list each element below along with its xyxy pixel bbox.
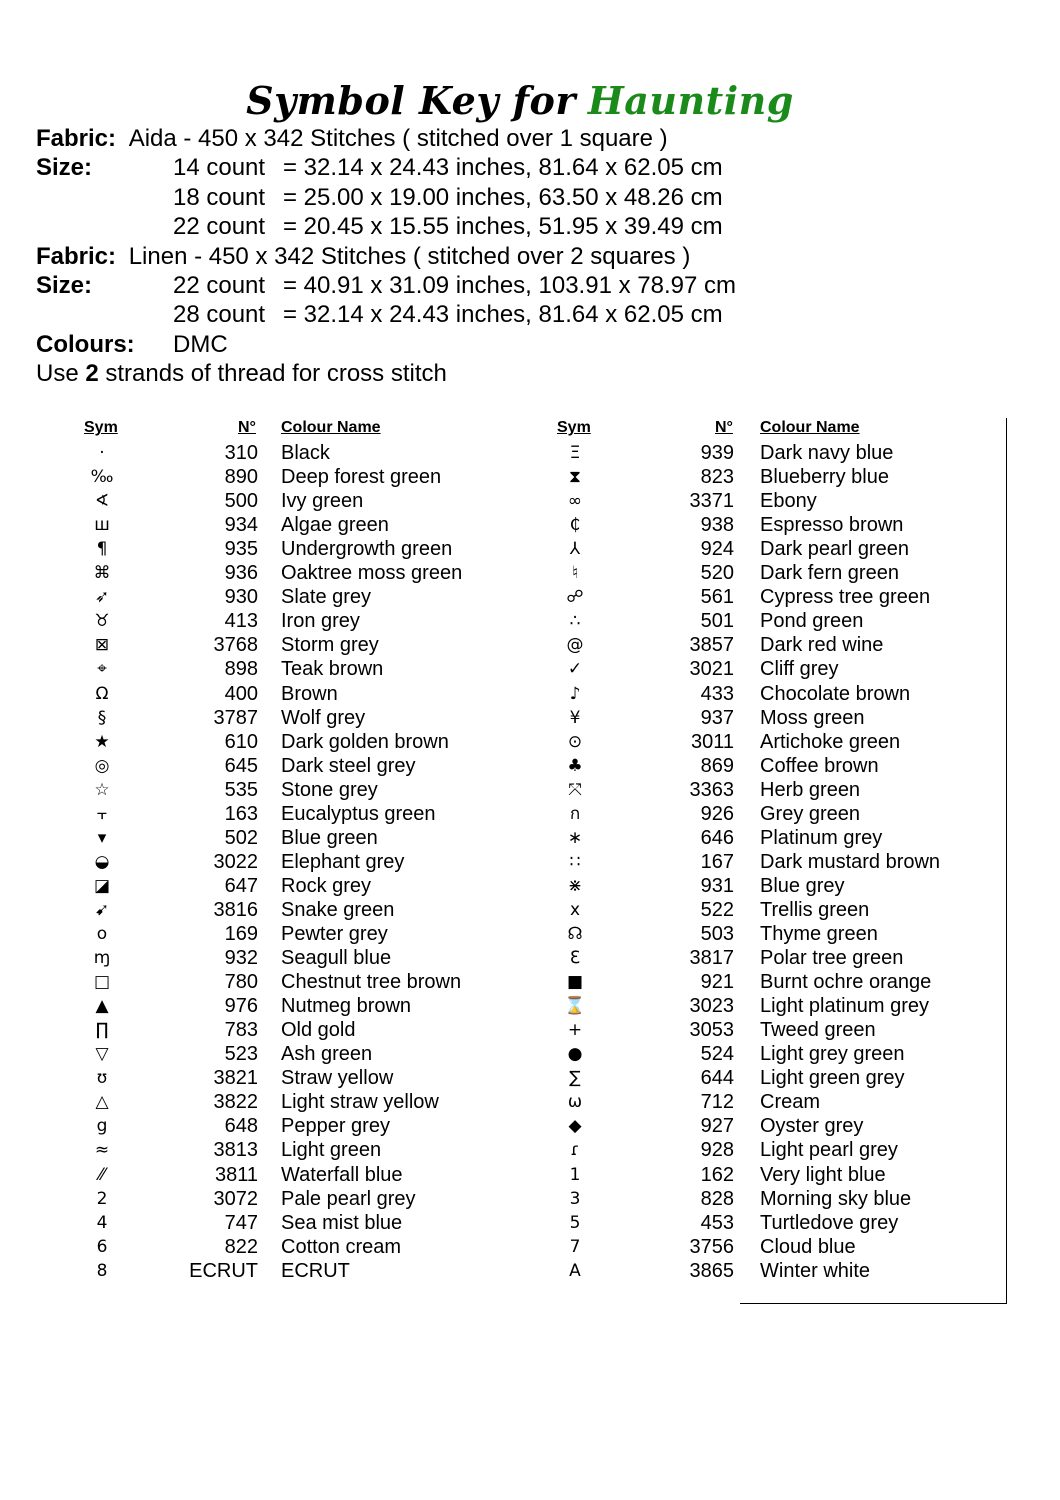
dmc-number-cell: 924: [700, 538, 734, 561]
symbol-cell: 3: [569, 1188, 581, 1209]
colour-name-cell: Slate grey: [281, 586, 372, 609]
dmc-number-cell: 937: [700, 706, 734, 729]
symbol-cell: ก: [569, 803, 581, 824]
colour-name-cell: Blueberry blue: [760, 466, 889, 489]
colour-name-cell: Light platinum grey: [760, 995, 929, 1018]
dmc-number-cell: 503: [700, 923, 734, 945]
dmc-number-cell: 610: [224, 730, 258, 753]
dmc-number-cell: 3822: [213, 1091, 258, 1114]
size-dims: = 32.14 x 24.43 inches, 81.64 x 62.05 cm: [283, 154, 723, 182]
dmc-number-cell: 3011: [690, 730, 734, 753]
dmc-number-cell: 453: [700, 1211, 734, 1234]
colour-name-cell: Iron grey: [281, 610, 360, 633]
dmc-number-cell: 3363: [689, 778, 734, 801]
symbol-cell: ⌛: [564, 996, 586, 1017]
colour-name-cell: Algae green: [281, 514, 389, 537]
symbol-cell: ∗: [567, 827, 583, 848]
colour-name-cell: Blue green: [281, 826, 378, 849]
dmc-number-cell: 926: [700, 802, 734, 825]
dmc-number-cell: 644: [700, 1067, 734, 1090]
dmc-number-cell: 931: [700, 874, 734, 897]
colour-name-cell: Old gold: [281, 1019, 356, 1042]
symbol-cell: ●: [567, 1044, 583, 1065]
header-num: N°: [238, 419, 256, 436]
symbol-cell: ∞: [567, 491, 583, 512]
symbol-cell: ∑: [569, 1068, 581, 1089]
symbol-cell: ➶: [94, 587, 110, 608]
symbol-cell: ◎: [94, 755, 110, 776]
colour-name-cell: Dark red wine: [760, 634, 884, 657]
colour-name-cell: Light green: [281, 1139, 382, 1162]
colour-name-cell: Dark fern green: [760, 562, 899, 585]
colour-name-cell: Morning sky blue: [760, 1187, 912, 1210]
symbol-cell: ⫟: [96, 803, 108, 824]
symbol-cell: ⊠: [94, 635, 110, 656]
size-line: [36, 300, 723, 329]
size-dims: = 20.45 x 15.55 inches, 51.95 x 39.49 cm: [283, 213, 723, 241]
dmc-number-cell: 561: [700, 586, 734, 609]
symbol-cell: ⁄⁄: [99, 1164, 105, 1185]
colour-name-cell: Platinum grey: [760, 826, 883, 849]
dmc-number-cell: ECRUT: [189, 1259, 258, 1282]
colour-name-cell: Elephant grey: [281, 850, 405, 873]
dmc-number-cell: 898: [224, 658, 258, 681]
page-title: [0, 78, 1040, 123]
symbol-cell: ʊ: [96, 1068, 108, 1089]
note-text: Use: [36, 360, 86, 388]
symbol-cell: +: [567, 1020, 583, 1041]
table-right-border: [1006, 418, 1007, 1304]
dmc-number-cell: 890: [224, 466, 258, 489]
symbol-cell: ɾ: [570, 1140, 580, 1161]
colour-name-cell: Dark steel grey: [281, 754, 416, 777]
dmc-number-cell: 869: [700, 754, 734, 777]
dmc-number-cell: 780: [224, 971, 258, 994]
header-num: N°: [715, 419, 733, 436]
symbol-cell: ▾: [97, 827, 107, 848]
symbol-cell: ◪: [93, 875, 111, 896]
colours-label: Colours:: [36, 330, 135, 358]
colour-name-cell: Straw yellow: [281, 1067, 394, 1090]
dmc-number-cell: 648: [224, 1115, 258, 1138]
symbol-cell: △: [95, 1092, 109, 1113]
colour-name-cell: ECRUT: [281, 1259, 350, 1282]
dmc-number-cell: 310: [224, 442, 258, 464]
colour-name-cell: Storm grey: [281, 634, 379, 657]
symbol-cell: ☊: [567, 924, 583, 944]
dmc-number-cell: 3816: [213, 898, 258, 921]
dmc-number-cell: 3811: [214, 1163, 258, 1186]
symbol-cell: ¥: [569, 707, 581, 728]
colours-value: DMC: [173, 330, 228, 358]
colour-name-cell: Tweed green: [760, 1019, 876, 1042]
dmc-number-cell: 934: [224, 514, 258, 537]
symbol-cell: ш: [94, 515, 110, 536]
dmc-number-cell: 3787: [213, 706, 258, 729]
dmc-number-cell: 3371: [689, 490, 734, 513]
symbol-cell: ∢: [94, 491, 110, 512]
dmc-number-cell: 524: [700, 1043, 734, 1066]
dmc-number-cell: 3768: [213, 634, 258, 657]
symbol-cell: ✓: [567, 659, 583, 680]
colour-name-cell: Grey green: [760, 802, 861, 825]
dmc-number-cell: 976: [224, 995, 258, 1018]
dmc-number-cell: 523: [224, 1043, 258, 1066]
dmc-number-cell: 3023: [689, 995, 734, 1018]
colour-name-cell: Ash green: [281, 1043, 373, 1066]
colour-name-cell: Ivy green: [281, 490, 364, 513]
colour-name-cell: Pepper grey: [281, 1115, 390, 1138]
colour-name-cell: Burnt ochre orange: [760, 971, 932, 994]
symbol-cell: ■: [566, 972, 584, 993]
dmc-number-cell: 535: [224, 778, 258, 801]
dmc-number-cell: 921: [700, 971, 734, 994]
size-line: [36, 153, 723, 182]
colour-name-cell: Nutmeg brown: [281, 995, 412, 1018]
dmc-number-cell: 3072: [213, 1187, 258, 1210]
symbol-cell: □: [93, 972, 111, 993]
dmc-number-cell: 930: [224, 586, 258, 609]
fabric-aida-line: [36, 124, 690, 153]
dmc-number-cell: 927: [700, 1115, 734, 1138]
size-count: 28 count: [173, 301, 266, 329]
symbol-cell: ⊙: [567, 731, 583, 752]
symbol-cell: @: [566, 635, 584, 656]
symbol-cell: ⌘: [93, 563, 111, 584]
dmc-number-cell: 822: [224, 1235, 258, 1258]
symbol-cell: ⋇: [567, 875, 583, 896]
size-line: [36, 183, 723, 212]
fabric-value: Linen - 450 x 342 Stitches ( stitched over 2 squares ): [128, 242, 691, 270]
symbol-cell: ★: [94, 731, 110, 752]
dmc-number-cell: 783: [224, 1019, 258, 1042]
colour-name-cell: Herb green: [760, 778, 861, 801]
size-count: 22 count: [173, 213, 266, 241]
symbol-cell: 4: [96, 1212, 108, 1233]
symbol-cell: 5: [569, 1212, 581, 1233]
note-strand-count: 2: [85, 360, 99, 388]
symbol-cell: ‰: [90, 467, 114, 488]
symbol-cell: §: [97, 707, 107, 728]
symbol-cell: ¶: [96, 539, 108, 560]
size-label: Size:: [36, 271, 93, 299]
fabric-label: Fabric:: [36, 242, 117, 270]
colour-name-cell: Pewter grey: [281, 923, 388, 945]
colour-name-cell: Rock grey: [281, 874, 372, 897]
symbol-cell: 6: [96, 1236, 108, 1257]
size-dims: = 32.14 x 24.43 inches, 81.64 x 62.05 cm: [283, 301, 723, 329]
colour-name-cell: Wolf grey: [281, 706, 366, 729]
colour-name-cell: Dark pearl green: [760, 538, 909, 561]
strands-note: [36, 359, 690, 388]
dmc-number-cell: 3021: [689, 658, 734, 681]
symbol-cell: ♉: [94, 611, 110, 632]
dmc-number-cell: 938: [700, 514, 734, 537]
colour-name-cell: Cloud blue: [760, 1235, 856, 1258]
dmc-number-cell: 522: [700, 898, 734, 921]
header-sym: Sym: [557, 419, 591, 436]
symbol-cell: ⤧: [568, 779, 582, 800]
dmc-number-cell: 3813: [213, 1139, 258, 1162]
note-text: strands of thread for cross stitch: [98, 360, 447, 388]
colour-name-cell: Teak brown: [281, 658, 384, 681]
table-bottom-border: [740, 1303, 1007, 1304]
colour-name-cell: Turtledove grey: [760, 1211, 899, 1234]
colour-name-cell: Eucalyptus green: [281, 802, 436, 825]
dmc-number-cell: 712: [700, 1091, 734, 1114]
dmc-number-cell: 928: [700, 1139, 734, 1162]
size-dims: = 40.91 x 31.09 inches, 103.91 x 78.97 cm: [283, 271, 736, 299]
symbol-cell: ≈: [94, 1140, 110, 1161]
colour-name-cell: Undergrowth green: [281, 538, 453, 561]
colour-name-cell: Artichoke green: [760, 730, 901, 753]
symbol-cell: 2: [96, 1188, 108, 1209]
size-count: 18 count: [173, 183, 266, 211]
size-count: 22 count: [173, 271, 266, 299]
dmc-number-cell: 413: [224, 610, 258, 633]
colour-name-cell: Waterfall blue: [281, 1163, 403, 1186]
dmc-number-cell: 646: [700, 826, 734, 849]
fabric-info: [36, 124, 736, 389]
colour-name-cell: Espresso brown: [760, 514, 904, 537]
symbol-cell: ♣: [567, 755, 583, 776]
colour-name-cell: Stone grey: [281, 778, 378, 801]
size-dims: = 25.00 x 19.00 inches, 63.50 x 48.26 cm: [283, 183, 723, 211]
symbol-cell: Ξ: [569, 443, 581, 463]
fabric-label: Fabric:: [36, 125, 117, 152]
dmc-number-cell: 3817: [689, 947, 734, 970]
symbol-cell: ☆: [94, 779, 110, 800]
size-count: 14 count: [173, 154, 266, 182]
dmc-number-cell: 162: [700, 1163, 734, 1186]
fabric-value: Aida - 450 x 342 Stitches ( stitched over 1 square ): [128, 125, 668, 152]
dmc-number-cell: 167: [700, 850, 734, 873]
colour-name-cell: Chestnut tree brown: [281, 971, 462, 994]
fabric-linen-line: [36, 242, 690, 271]
symbol-cell: ◆: [568, 1116, 582, 1137]
symbol-cell: ℇ: [569, 948, 581, 969]
colour-name-cell: Trellis green: [760, 898, 870, 921]
dmc-number-cell: 400: [224, 682, 258, 705]
colour-name-cell: Cotton cream: [281, 1235, 402, 1258]
title-pattern-name: Haunting: [587, 78, 794, 123]
colour-name-cell: Dark golden brown: [281, 730, 449, 753]
colour-name-cell: Chocolate brown: [760, 682, 911, 705]
colour-name-cell: Light green grey: [760, 1067, 905, 1090]
dmc-number-cell: 3053: [689, 1019, 734, 1042]
colour-name-cell: Black: [281, 442, 330, 464]
dmc-number-cell: 500: [224, 490, 258, 513]
colour-name-cell: Blue grey: [760, 874, 845, 897]
header-colour-name: Colour Name: [281, 419, 381, 436]
dmc-number-cell: 828: [700, 1187, 734, 1210]
symbol-cell: ₵: [569, 515, 581, 536]
symbol-cell: ⌖: [97, 659, 107, 680]
colour-name-cell: Thyme green: [760, 923, 878, 945]
colour-name-cell: Polar tree green: [760, 947, 904, 970]
symbol-cell: g: [96, 1116, 108, 1137]
colour-name-cell: Pond green: [760, 610, 864, 633]
dmc-number-cell: 935: [224, 538, 258, 561]
dmc-number-cell: 169: [224, 923, 258, 945]
symbol-cell: ♪: [569, 683, 581, 704]
size-line: [36, 212, 723, 241]
colour-name-cell: Deep forest green: [281, 466, 442, 489]
dmc-number-cell: 3857: [689, 634, 734, 657]
symbol-cell: ▲: [95, 996, 109, 1017]
colour-name-cell: Moss green: [760, 706, 865, 729]
dmc-number-cell: 939: [700, 442, 734, 464]
header-sym: Sym: [84, 419, 118, 436]
size-label: Size:: [36, 154, 93, 182]
symbol-cell: ➹: [94, 899, 110, 920]
symbol-cell: o: [96, 924, 108, 944]
symbol-cell: ◒: [94, 851, 110, 872]
colour-name-cell: Coffee brown: [760, 754, 879, 777]
symbol-cell: ▽: [95, 1044, 109, 1065]
symbol-cell: ♮: [571, 563, 579, 584]
colour-name-cell: Winter white: [760, 1259, 871, 1282]
colour-name-cell: Ebony: [760, 490, 817, 513]
colour-name-cell: Snake green: [281, 898, 395, 921]
colour-name-cell: Light grey green: [760, 1043, 905, 1066]
symbol-cell: 8: [96, 1260, 108, 1281]
dmc-number-cell: 3756: [689, 1235, 734, 1258]
colour-name-cell: Cypress tree green: [760, 586, 931, 609]
colour-name-cell: Oaktree moss green: [281, 562, 463, 585]
symbol-cell: ∴: [569, 611, 581, 632]
header-colour-name: Colour Name: [760, 419, 860, 436]
colour-name-cell: Pale pearl grey: [281, 1187, 416, 1210]
colour-name-cell: Oyster grey: [760, 1115, 864, 1138]
symbol-cell: ·: [99, 443, 105, 463]
symbol-cell: ∏: [95, 1020, 109, 1041]
dmc-number-cell: 936: [224, 562, 258, 585]
colour-name-cell: Dark mustard brown: [760, 850, 941, 873]
symbol-cell: ∷: [569, 851, 581, 872]
colour-name-cell: Light straw yellow: [281, 1091, 439, 1114]
dmc-number-cell: 823: [700, 466, 734, 489]
dmc-number-cell: 647: [224, 874, 258, 897]
size-line: [36, 271, 736, 300]
symbol-cell: ω: [567, 1092, 583, 1113]
colour-name-cell: Very light blue: [760, 1163, 886, 1186]
colour-name-cell: Brown: [281, 682, 338, 705]
symbol-cell: ⅄: [569, 539, 581, 560]
colour-name-cell: Cliff grey: [760, 658, 839, 681]
dmc-number-cell: 502: [224, 826, 258, 849]
colour-name-cell: Seagull blue: [281, 947, 392, 970]
dmc-number-cell: 747: [224, 1211, 258, 1234]
symbol-cell: 1: [569, 1164, 581, 1185]
dmc-number-cell: 932: [224, 947, 258, 970]
colours-line: [36, 330, 690, 359]
symbol-cell: ɱ: [93, 948, 111, 969]
title-prefix: Symbol Key for: [246, 78, 576, 123]
dmc-number-cell: 501: [700, 610, 734, 633]
dmc-number-cell: 163: [224, 802, 258, 825]
colour-name-cell: Light pearl grey: [760, 1139, 898, 1162]
dmc-number-cell: 645: [224, 754, 258, 777]
colour-name-cell: Cream: [760, 1091, 821, 1114]
symbol-cell: x: [569, 899, 581, 920]
symbol-cell: A: [569, 1260, 581, 1281]
symbol-cell: ☍: [566, 587, 584, 608]
dmc-number-cell: 3022: [213, 850, 258, 873]
colour-name-cell: Sea mist blue: [281, 1211, 403, 1234]
symbol-cell: Ω: [95, 683, 109, 704]
colour-name-cell: Dark navy blue: [760, 442, 894, 464]
dmc-number-cell: 433: [700, 682, 734, 705]
dmc-number-cell: 3865: [689, 1259, 734, 1282]
symbol-cell: ⧗: [569, 467, 581, 488]
dmc-number-cell: 520: [700, 562, 734, 585]
symbol-cell: 7: [569, 1236, 581, 1257]
dmc-number-cell: 3821: [213, 1067, 258, 1090]
